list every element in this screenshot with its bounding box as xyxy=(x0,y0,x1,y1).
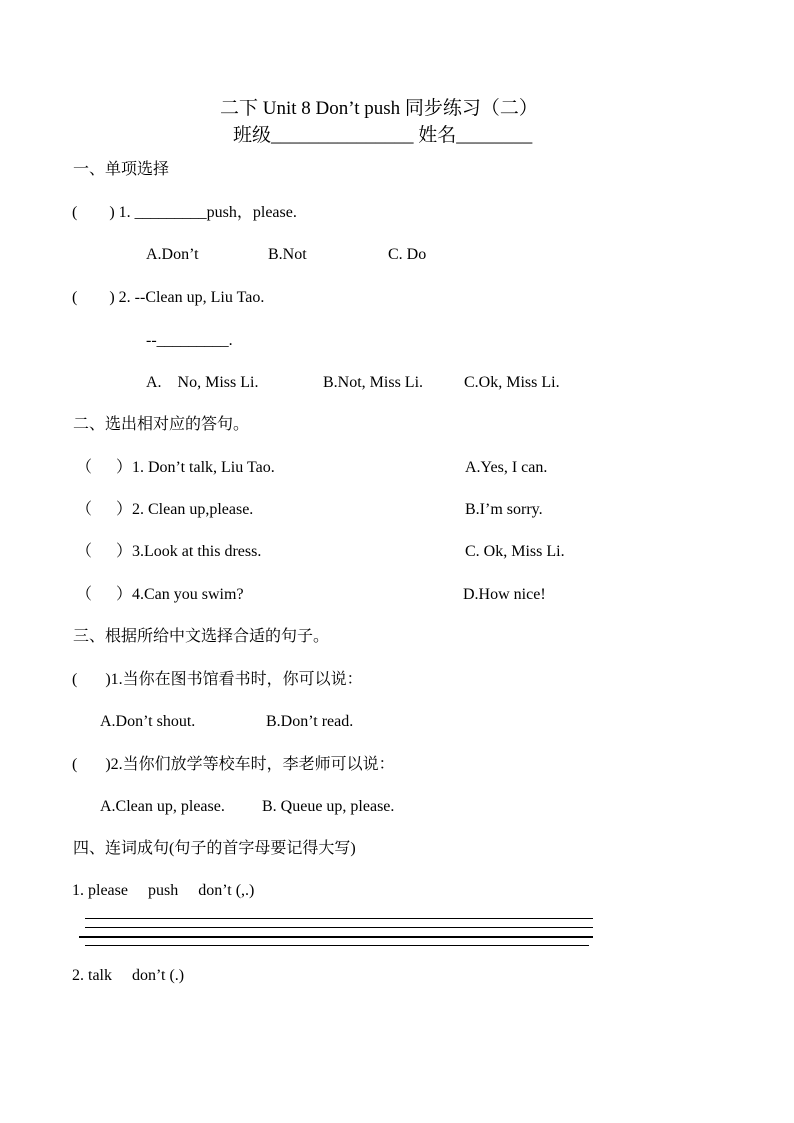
answer-line-3 xyxy=(79,936,593,938)
s1-q2-stem: ( ) 2. --Clean up, Liu Tao. xyxy=(72,289,265,306)
section3-heading: 三、根据所给中文选择合适的句子。 xyxy=(73,628,330,645)
s3-q1-option-a: A.Don’t shout. xyxy=(100,713,196,730)
answer-line-4 xyxy=(85,945,589,946)
s1-q2-option-b: B.Not, Miss Li. xyxy=(323,374,424,391)
section1-heading: 一、单项选择 xyxy=(73,161,170,178)
s3-q2-stem: ( )2.当你们放学等校车时，李老师可以说： xyxy=(72,756,395,773)
class-name-line xyxy=(233,124,532,148)
answer-line-2 xyxy=(85,927,593,928)
s4-q2-words: 2. talk don’t (.) xyxy=(72,967,185,984)
name-blank: ________ xyxy=(456,125,533,146)
s1-q2-reply: --_________. xyxy=(146,332,233,349)
s2-item-1-answer: A.Yes, I can. xyxy=(465,459,548,476)
section2-heading: 二、选出相对应的答句。 xyxy=(73,416,250,433)
s1-q2-option-a: A. No, Miss Li. xyxy=(146,374,259,391)
s2-item-3-answer: C. Ok, Miss Li. xyxy=(465,543,565,560)
worksheet-title: 二下 Unit 8 Don’t push 同步练习（二） xyxy=(220,98,538,119)
name-label: 姓名 xyxy=(418,125,457,146)
s2-item-2-question: （ ）2. Clean up,please. xyxy=(76,501,254,518)
s1-q1-option-a: A.Don’t xyxy=(146,246,199,263)
s3-q2-option-b: B. Queue up, please. xyxy=(262,798,395,815)
answer-line-1 xyxy=(85,918,593,919)
s4-q1-words: 1. please push don’t (,.) xyxy=(72,882,255,899)
s3-q1-option-b: B.Don’t read. xyxy=(266,713,354,730)
s2-item-3-question: （ ）3.Look at this dress. xyxy=(76,543,262,560)
s2-item-1-question: （ ）1. Don’t talk, Liu Tao. xyxy=(76,459,275,476)
class-blank: _______________ xyxy=(271,125,414,146)
s1-q1-option-c: C. Do xyxy=(388,246,427,263)
s3-q2-option-a: A.Clean up, please. xyxy=(100,798,225,815)
s1-q2-option-c: C.Ok, Miss Li. xyxy=(464,374,560,391)
s1-q1-option-b: B.Not xyxy=(268,246,307,263)
s2-item-4-answer: D.How nice! xyxy=(463,586,546,603)
s3-q1-stem: ( )1.当你在图书馆看书时，你可以说： xyxy=(72,671,363,688)
class-label: 班级 xyxy=(233,125,272,146)
s2-item-2-answer: B.I’m sorry. xyxy=(465,501,543,518)
section4-heading: 四、连词成句(句子的首字母要记得大写) xyxy=(73,840,356,857)
s1-q1-stem: ( ) 1. _________push，please. xyxy=(72,204,297,221)
s2-item-4-question: （ ）4.Can you swim? xyxy=(76,586,244,603)
